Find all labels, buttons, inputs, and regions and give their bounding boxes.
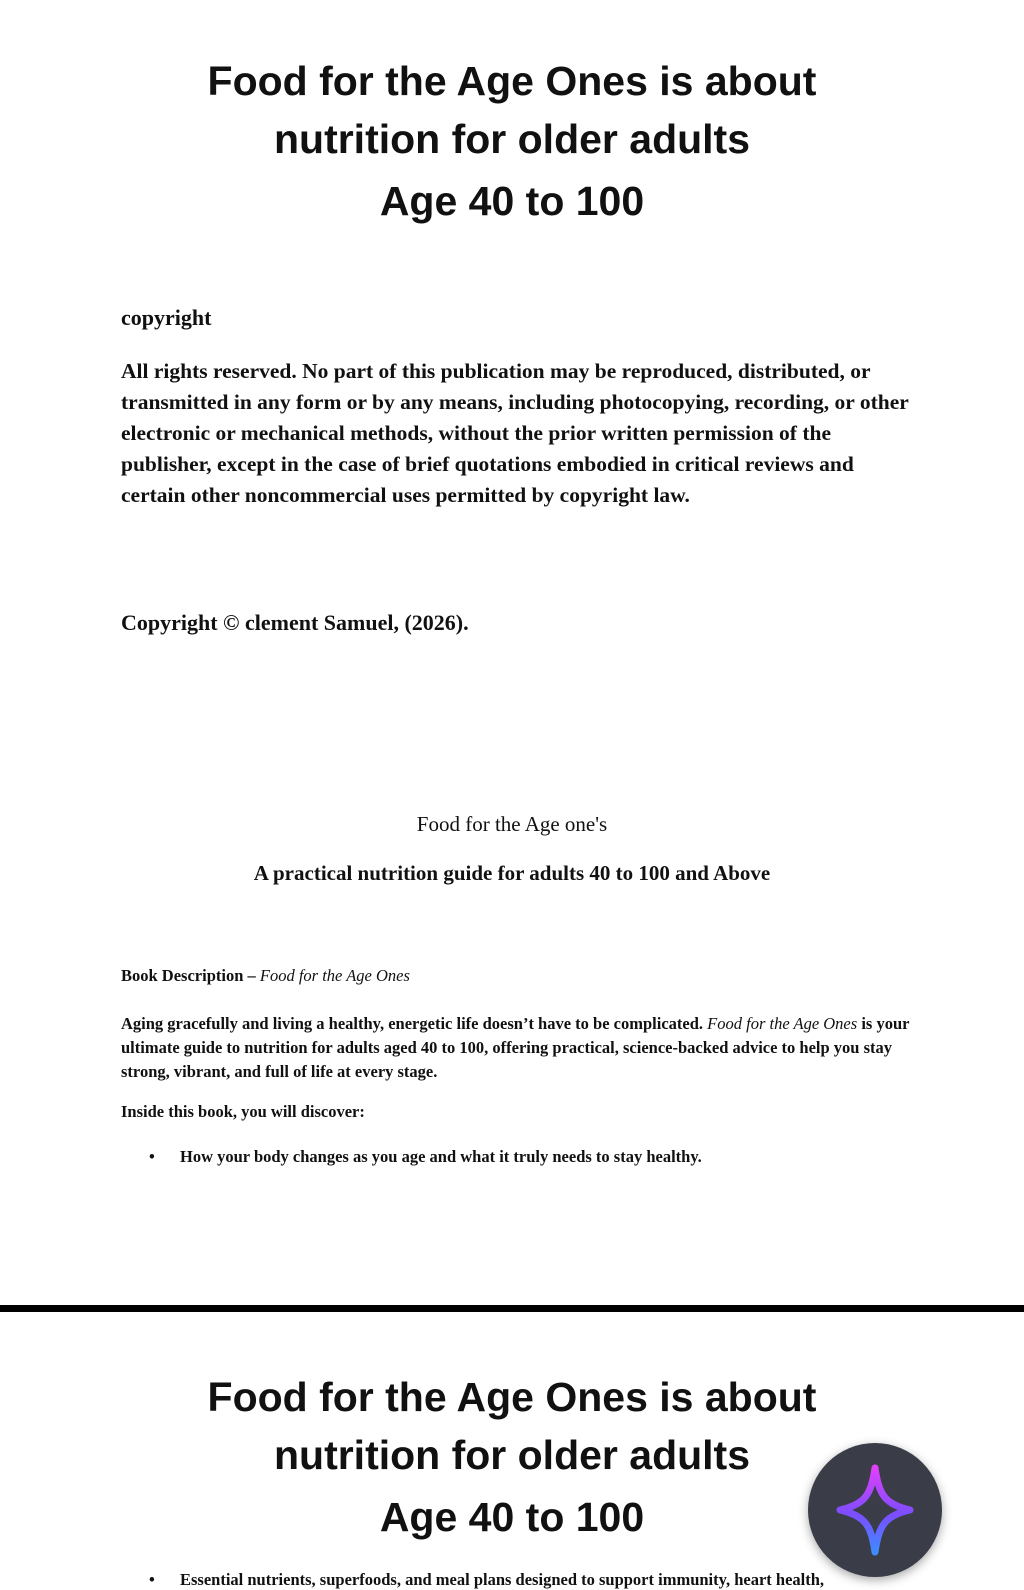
description-paragraph bbox=[121, 1012, 911, 1084]
inside-book-label: Inside this book, you will discover: bbox=[121, 1102, 365, 1121]
page-heading bbox=[0, 52, 1024, 230]
bullet-icon: • bbox=[149, 1147, 155, 1166]
description-heading-title: Food for the Age Ones bbox=[259, 966, 410, 985]
book-subtitle: Food for the Age one's bbox=[416, 812, 608, 836]
heading-line-3: Age 40 to 100 bbox=[379, 178, 645, 224]
description-heading bbox=[121, 966, 410, 986]
sparkle-icon bbox=[836, 1464, 914, 1556]
page-divider bbox=[0, 1305, 1024, 1312]
heading-line-2: nutrition for older adults bbox=[273, 116, 751, 162]
copyright-label: copyright bbox=[121, 305, 212, 330]
description-intro: Aging gracefully and living a healthy, energetic life doesn’t have to be complicated. bbox=[121, 1014, 704, 1033]
heading-line-1: Food for the Age Ones is about bbox=[207, 58, 817, 104]
list-item-text: Essential nutrients, superfoods, and meal plans designed to support immunity, heart health, bbox=[180, 1570, 825, 1589]
bullet-icon: • bbox=[149, 1570, 155, 1589]
heading-line-2: nutrition for older adults bbox=[273, 1432, 751, 1478]
list-item-text: How your body changes as you age and what it truly needs to stay healthy. bbox=[180, 1147, 702, 1166]
heading-line-1: Food for the Age Ones is about bbox=[207, 1374, 817, 1420]
heading-line-3: Age 40 to 100 bbox=[379, 1494, 645, 1540]
rights-paragraph: All rights reserved. No part of this publication may be reproduced, distributed, or transmitted in any form or by any means, including photocopying, recording, or other electronic or mechanical methods, without the prior written permission of the publisher, except in the case of brief quotations embodied in critical reviews and certain other noncommercial uses permitted by copyright law. bbox=[121, 359, 909, 507]
description-rest: is your ultimate guide to nutrition for adults aged 40 to 100, offering practical, science-backed advice to help you stay strong, vibrant, and full of life at every stage. bbox=[121, 1014, 910, 1081]
assistant-button[interactable] bbox=[808, 1443, 942, 1577]
copyright-notice: Copyright © clement Samuel, (2026). bbox=[121, 610, 469, 635]
book-tagline: A practical nutrition guide for adults 40 to 100 and Above bbox=[253, 861, 771, 885]
description-book-title: Food for the Age Ones bbox=[707, 1014, 858, 1033]
description-heading-prefix: Book Description – bbox=[121, 966, 256, 985]
